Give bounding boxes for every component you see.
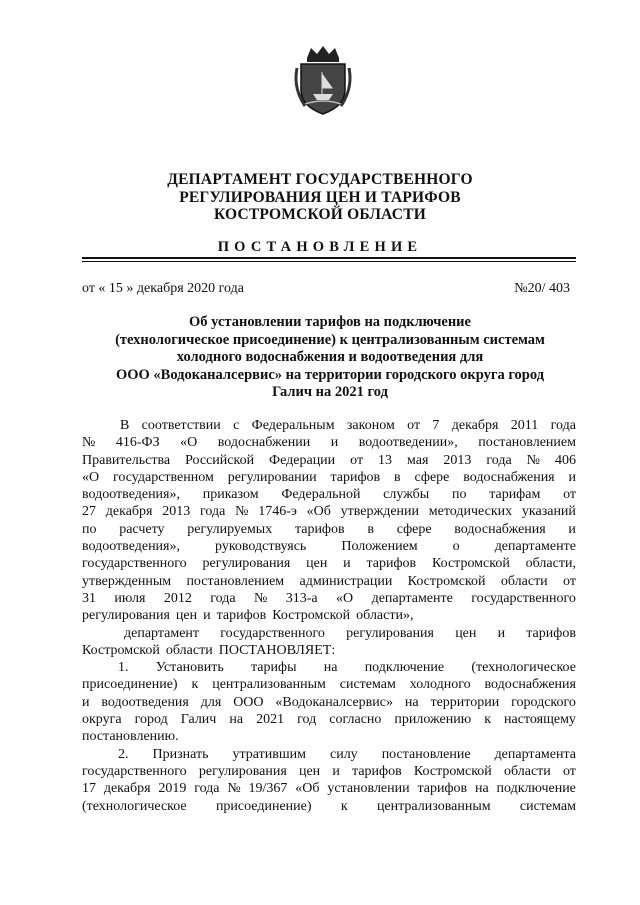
body-word: цен (175, 608, 198, 624)
body-word: утвержденным (82, 573, 172, 589)
body-line (82, 434, 576, 451)
body-word: расчету (119, 521, 165, 537)
body-word: город (134, 712, 168, 728)
body-line (82, 676, 576, 693)
body-word: силу (329, 746, 358, 762)
body-line (82, 659, 576, 676)
body-word: регулировании (227, 469, 317, 485)
body-word: службы (383, 487, 430, 503)
body-word: приложению (394, 712, 472, 728)
body-word: Правительства (82, 452, 171, 468)
body-word: «Об (306, 504, 331, 520)
body-word: сфере (396, 521, 432, 537)
body-word: Костромской (407, 573, 486, 589)
document-date: от « 15 » декабря 2020 года (82, 281, 244, 296)
body-word: от (563, 573, 576, 589)
body-word: приказом (202, 487, 259, 503)
body-word: постановление (381, 746, 471, 762)
body-word: области (165, 642, 213, 658)
body-word: «О (82, 469, 100, 485)
body-word: тарифов (330, 469, 381, 485)
body-word: департамент (124, 625, 200, 641)
body-word: 313-а (285, 590, 318, 606)
body-word: к (484, 712, 492, 728)
body-word: «О (336, 590, 354, 606)
department-line: КОСТРОМСКОЙ ОБЛАСТИ (213, 206, 426, 223)
body-word: тарифов (417, 781, 468, 797)
body-word: постановлению. (82, 729, 179, 745)
body-word: постановлением (478, 435, 576, 451)
body-word: № (82, 435, 96, 451)
body-word: Признать (152, 746, 209, 762)
body-word: водоотведения», (82, 539, 180, 555)
body-word: и (82, 694, 90, 710)
body-word: 27 (82, 504, 96, 520)
body-word: тарифам (489, 487, 541, 503)
body-word: цен (306, 556, 328, 572)
header-divider (82, 257, 576, 259)
body-word: и (343, 556, 351, 572)
body-word: области (503, 763, 551, 779)
body-word: водоснабжения (484, 677, 576, 693)
body-word: Установить (155, 660, 224, 676)
body-word: ПОСТАНОВЛЯЕТ: (218, 642, 336, 658)
body-line (82, 469, 576, 486)
body-word: присоединение) (215, 798, 312, 814)
body-word: к (191, 677, 199, 693)
body-word: ООО (233, 694, 264, 710)
body-word: сфере (414, 469, 450, 485)
body-line (82, 625, 576, 642)
department-name (0, 171, 640, 224)
body-word: года (210, 590, 236, 606)
body-word: от (562, 763, 576, 779)
body-word: цен (298, 763, 321, 779)
body-line (82, 711, 576, 728)
body-word: (технологическое (471, 660, 576, 676)
body-word: Костромской (272, 608, 351, 624)
body-word: и (332, 763, 340, 779)
body-word: водоотведения», (82, 487, 180, 503)
body-word: года (200, 504, 226, 520)
body-word: год (297, 712, 317, 728)
body-word: «Водоканалсервис» (275, 694, 393, 710)
body-word: декабря (103, 781, 151, 797)
body-line (82, 503, 576, 520)
body-word: от (563, 487, 576, 503)
body-word: тарифы (251, 660, 297, 676)
body-line (82, 486, 576, 503)
body-word: централизованным (212, 677, 326, 693)
body-word: государственного (220, 625, 325, 641)
body-word: государственного (82, 763, 187, 779)
body-word: к (340, 798, 348, 814)
body-word: Положением (341, 539, 418, 555)
document-number: №20/ 403 (514, 281, 570, 296)
body-word: по (82, 521, 97, 537)
body-word: Федерации (269, 452, 336, 468)
body-word: на (404, 694, 419, 710)
body-word: водоснабжения (463, 469, 555, 485)
header-divider-thin (82, 261, 576, 262)
body-line (82, 694, 576, 711)
body-line (82, 607, 576, 624)
body-word: и (330, 435, 339, 451)
body-word: настоящему (504, 712, 576, 728)
body-word: № (227, 781, 241, 797)
department-line: РЕГУЛИРОВАНИЯ ЦЕН И ТАРИФОВ (179, 188, 461, 206)
body-word: и (568, 521, 576, 537)
body-word: на (323, 660, 338, 676)
body-word: руководствуясь (215, 539, 307, 555)
body-word: государственного (82, 556, 187, 572)
kostroma-coat-of-arms-icon (293, 44, 353, 116)
body-word: 2012 (163, 590, 192, 606)
body-word: Галич (180, 712, 217, 728)
body-line (82, 763, 576, 780)
body-word: водоснабжении (217, 435, 311, 451)
body-word: 2013 (162, 504, 191, 520)
body-word: тарифов (366, 556, 417, 572)
body-word: тарифов (526, 625, 576, 641)
body-word: тарифов (352, 763, 402, 779)
body-word: присоединение) (82, 677, 178, 693)
body-word: 31 (82, 590, 96, 606)
department-line: ДЕПАРТАМЕНТ ГОСУДАРСТВЕННОГО (167, 171, 473, 188)
body-word: о (452, 539, 460, 555)
body-word: регулирования (346, 625, 434, 641)
body-word: регулирования (202, 556, 291, 572)
body-word: с (233, 418, 240, 433)
body-line (82, 590, 576, 607)
body-word: области», (356, 608, 414, 624)
body-word: области, (525, 556, 576, 572)
body-word: на (229, 712, 244, 728)
body-line (82, 538, 576, 555)
body-word: В (120, 418, 130, 433)
body-word: 406 (555, 452, 576, 468)
body-word: 2. (118, 746, 129, 762)
body-word: 1. (118, 660, 129, 676)
body-word: 1746-э (258, 504, 297, 520)
body-line (82, 521, 576, 538)
body-line (82, 555, 576, 572)
body-word: декабря (451, 418, 499, 433)
body-word: постановлением (186, 573, 285, 589)
body-word: Российской (185, 452, 255, 468)
body-line (82, 642, 576, 659)
body-word: области (500, 573, 548, 589)
body-word: государственном (112, 469, 214, 485)
title-line: (технологическое присоединение) к централизованным системам (115, 331, 545, 348)
body-word: года (194, 781, 220, 797)
body-line (82, 573, 576, 590)
body-word: тарифов (216, 608, 267, 624)
body-word: цен (455, 625, 477, 641)
body-word: для (200, 694, 222, 710)
body-word: 17 (82, 781, 96, 797)
body-word: департаменте (371, 590, 453, 606)
body-word: законом (346, 418, 395, 433)
body-word: Федеральной (281, 487, 361, 503)
body-word: территории (430, 694, 500, 710)
body-word: Костромской (431, 556, 510, 572)
body-word: № (526, 452, 541, 468)
body-word: 2021 (256, 712, 285, 728)
body-line (82, 728, 576, 745)
body-line (82, 452, 576, 469)
body-line (82, 417, 576, 434)
body-word: централизованным (376, 798, 491, 814)
body-word: утверждении (340, 504, 420, 520)
body-word: регулируемых (187, 521, 273, 537)
body-word: 7 (432, 418, 440, 433)
body-word: подключение (496, 781, 576, 797)
body-word: (технологическое (82, 798, 187, 814)
body-word: по (451, 487, 467, 503)
body-line (82, 780, 576, 797)
body-word: на (474, 781, 489, 797)
body-word: и (568, 469, 576, 485)
body-word: 13 (378, 452, 393, 468)
document-title (80, 314, 580, 402)
body-word: года (486, 452, 512, 468)
body-word: 2019 (158, 781, 187, 797)
body-word: мая (407, 452, 429, 468)
body-word: и (203, 608, 211, 624)
title-line: холодного водоснабжения и водоотведения для (176, 349, 484, 365)
body-word: в (367, 521, 374, 537)
body-word: указаний (521, 504, 576, 520)
body-line (82, 746, 576, 763)
body-word: № (235, 504, 249, 520)
title-line: Об установлении тарифов на подключение (189, 314, 471, 330)
title-line: Галич на 2021 год (272, 384, 388, 400)
body-word: системам (519, 798, 576, 814)
body-word: года (550, 418, 576, 433)
body-word: 2011 (510, 418, 539, 433)
body-word: системам (339, 677, 396, 693)
body-word: водоотведения (101, 694, 189, 710)
body-word: водоотведении», (358, 435, 458, 451)
body-word: государственного (471, 590, 576, 606)
body-word: 19/367 (248, 781, 288, 797)
body-word: 416-ФЗ (115, 435, 160, 451)
body-word: Костромской (413, 763, 492, 779)
body-word: регулирования (82, 608, 170, 624)
body-word: и (497, 625, 506, 641)
body-word: декабря (105, 504, 153, 520)
body-word: округа (82, 712, 122, 728)
body-word: администрации (299, 573, 393, 589)
body-word: № (253, 590, 268, 606)
body-word: от (407, 418, 421, 433)
body-word: от (350, 452, 364, 468)
body-word: «Об (295, 781, 320, 797)
body-word: методических (428, 504, 513, 520)
body-word: согласно (329, 712, 382, 728)
body-word: соответствии (141, 418, 221, 433)
body-word: Федеральным (251, 418, 335, 433)
body-word: 2013 (443, 452, 472, 468)
body-word: департаменте (494, 539, 576, 555)
body-word: тарифов (294, 521, 345, 537)
body-word: «О (180, 435, 198, 451)
body-word: департамента (494, 746, 576, 762)
document-type: ПОСТАНОВЛЕНИЕ (217, 239, 423, 255)
body-line (82, 798, 576, 815)
body-word: регулирования (198, 763, 287, 779)
body-word: Костромской (82, 642, 160, 658)
body-word: подключение (364, 660, 445, 676)
body-word: холодного (409, 677, 471, 693)
document-body (82, 417, 576, 815)
body-word: городского (511, 694, 576, 710)
body-word: в (394, 469, 401, 485)
body-word: утратившим (232, 746, 306, 762)
body-word: водоснабжения (454, 521, 546, 537)
body-word: установлении (327, 781, 410, 797)
body-word: июля (114, 590, 146, 606)
title-line: ООО «Водоканалсервис» на территории городского округа город (115, 366, 545, 383)
